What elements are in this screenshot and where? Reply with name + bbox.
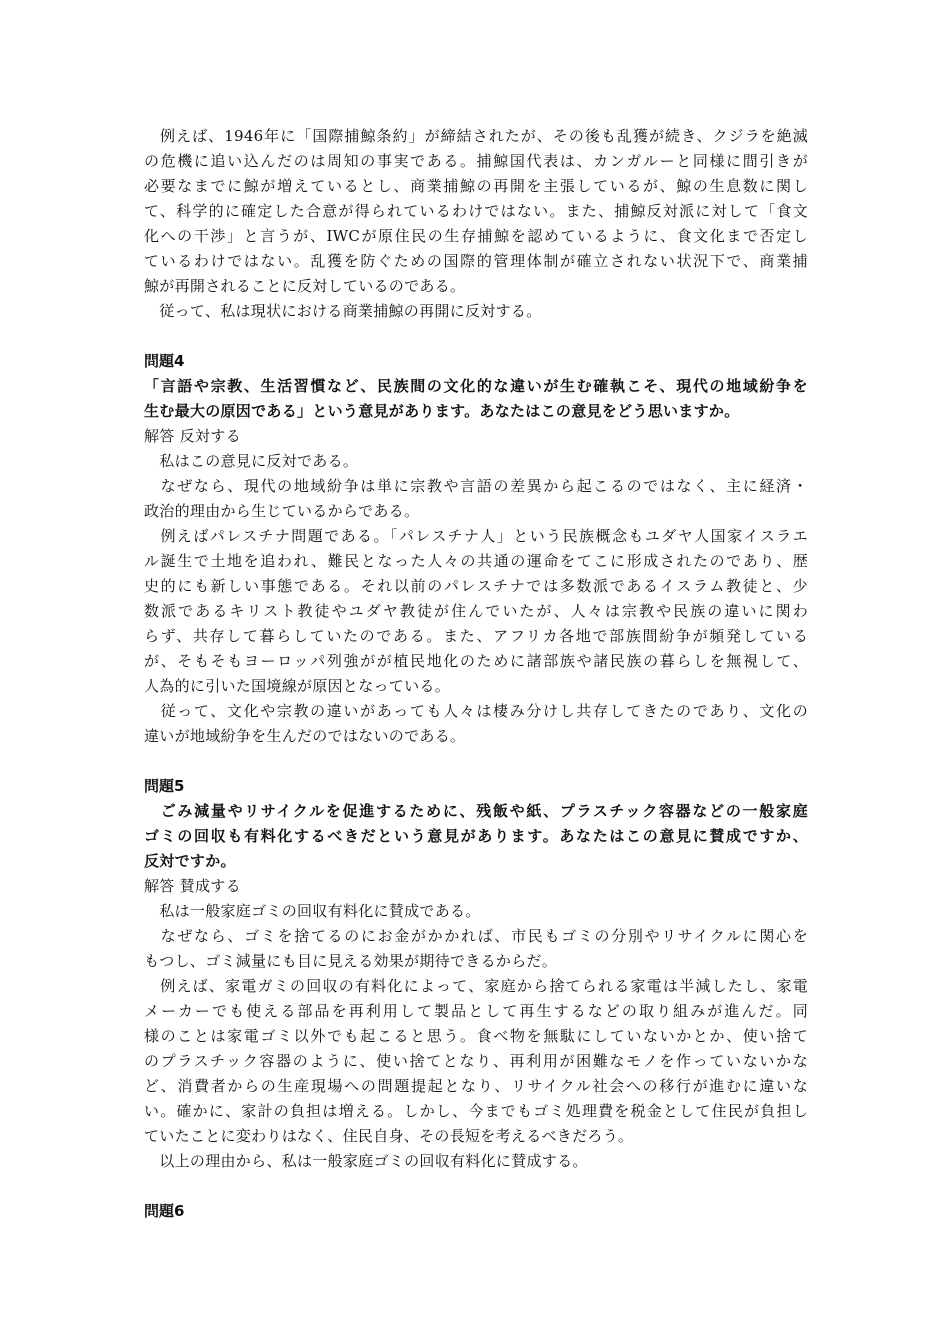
question-4-heading: 問題4	[144, 352, 185, 370]
paragraph-line: て、科学的に確定した合意が得られているわけではない。また、捕鯨反対派に対して「食文	[144, 202, 808, 220]
paragraph-line: のプラスチック容器のように、使い捨てとなり、再利用が困難なモノを作っていないかな	[144, 1052, 808, 1070]
previous-answer-paragraphs	[144, 124, 808, 324]
paragraph-line: 以上の理由から、私は一般家庭ゴミの回収有料化に賛成する。	[144, 1152, 588, 1170]
paragraph-line: の危機に追い込んだのは周知の事実である。捕鯨国代表は、カンガルーと同様に間引きが	[144, 152, 808, 170]
paragraph-line: 必要なまでに鯨が増えているとし、商業捕鯨の再開を主張しているが、鯨の生息数に関し	[144, 177, 808, 195]
paragraph-line: ていたことに変わりはなく、住民自身、その長短を考えるべきだろう。	[144, 1127, 634, 1145]
paragraph-line: ているわけではない。乱獲を防ぐための国際的管理体制が確立されない状況下で、商業捕	[144, 252, 808, 270]
question-5-text-line: ごみ減量やリサイクルを促進するために、残飯や紙、プラスチック容器などの一般家庭	[144, 802, 808, 820]
question-5-text-line: ゴミの回収も有料化するべきだという意見があります。あなたはこの意見に賛成ですか、	[144, 827, 808, 845]
paragraph-line: 様のことは家電ゴミ以外でも起こると思う。食べ物を無駄にしていないかとか、使い捨て	[144, 1027, 808, 1045]
paragraph-line: が、そもそもヨーロッパ列強がが植民地化のために諸部族や諸民族の暮らしを無視して、	[144, 652, 808, 670]
question-5-text-line: 反対ですか。	[144, 852, 236, 870]
paragraph-line: 私はこの意見に反対である。	[144, 452, 359, 470]
question-5-answer-label: 解答 賛成する	[144, 877, 241, 895]
question-4-text-line: 生む最大の原因である」という意見があります。あなたはこの意見をどう思いますか。	[144, 402, 740, 420]
paragraph-line: 化への干渉」と言うが、IWCが原住民の生存捕鯨を認めているように、食文化まで否定し	[144, 227, 808, 245]
paragraph-line: 鯨が再開されることに反対しているのである。	[144, 277, 466, 295]
paragraph-line: なぜなら、現代の地域紛争は単に宗教や言語の差異から起こるのではなく、主に経済・	[144, 477, 808, 495]
paragraph-line: 違いが地域紛争を生んだのではないのである。	[144, 727, 466, 745]
paragraph-line: ル誕生で土地を追われ、難民となった人々の共通の運命をてこに形成されたのであり、歴	[144, 552, 808, 570]
paragraph-line: ど、消費者からの生産現場への問題提起となり、リサイクル社会への移行が進むに違いな	[144, 1077, 808, 1095]
question-4-section	[144, 349, 808, 749]
question-6-heading: 問題6	[144, 1202, 185, 1220]
question-4-text-line: 「言語や宗教、生活習慣など、民族間の文化的な違いが生む確執こそ、現代の地域紛争を	[144, 377, 808, 395]
paragraph-line: 例えば、家電ガミの回収の有料化によって、家庭から捨てられる家電は半減したし、家電	[144, 977, 808, 995]
paragraph-line: らず、共存して暮らしていたのである。また、アフリカ各地で部族間紛争が頻発している	[144, 627, 808, 645]
paragraph-line: 従って、私は現状における商業捕鯨の再開に反対する。	[144, 302, 542, 320]
paragraph-line: い。確かに、家計の負担は増える。しかし、今までもゴミ処理費を税金として住民が負担し	[144, 1102, 808, 1120]
document-page	[144, 124, 808, 1224]
paragraph-line: 私は一般家庭ゴミの回収有料化に賛成である。	[144, 902, 481, 920]
paragraph-line: 史的にも新しい事態である。それ以前のパレスチナでは多数派であるイスラム教徒と、少	[144, 577, 808, 595]
paragraph-line: 数派であるキリスト教徒やユダヤ教徒が住んでいたが、人々は宗教や民族の違いに関わ	[144, 602, 808, 620]
question-5-heading: 問題5	[144, 777, 185, 795]
paragraph-line: 人為的に引いた国境線が原因となっている。	[144, 677, 451, 695]
paragraph-line: 従って、文化や宗教の違いがあっても人々は棲み分けし共存してきたのであり、文化の	[144, 702, 808, 720]
paragraph-line: なぜなら、ゴミを捨てるのにお金がかかれば、市民もゴミの分別やリサイクルに関心を	[144, 927, 808, 945]
paragraph-line: 例えばパレスチナ問題である。「パレスチナ人」という民族概念もユダヤ人国家イスラエ	[144, 527, 808, 545]
paragraph-line: もつし、ゴミ減量にも目に見える効果が期待できるからだ。	[144, 952, 558, 970]
question-6-section	[144, 1199, 808, 1224]
question-4-answer-label: 解答 反対する	[144, 427, 241, 445]
paragraph-line: 政治的理由から生じているからである。	[144, 502, 420, 520]
paragraph-line: メーカーでも使える部品を再利用して製品として再生するなどの取り組みが進んだ。同	[144, 1002, 808, 1020]
question-5-section	[144, 774, 808, 1174]
paragraph-line: 例えば、1946年に「国際捕鯨条約」が締結されたが、その後も乱獲が続き、クジラを絶滅	[144, 127, 808, 145]
